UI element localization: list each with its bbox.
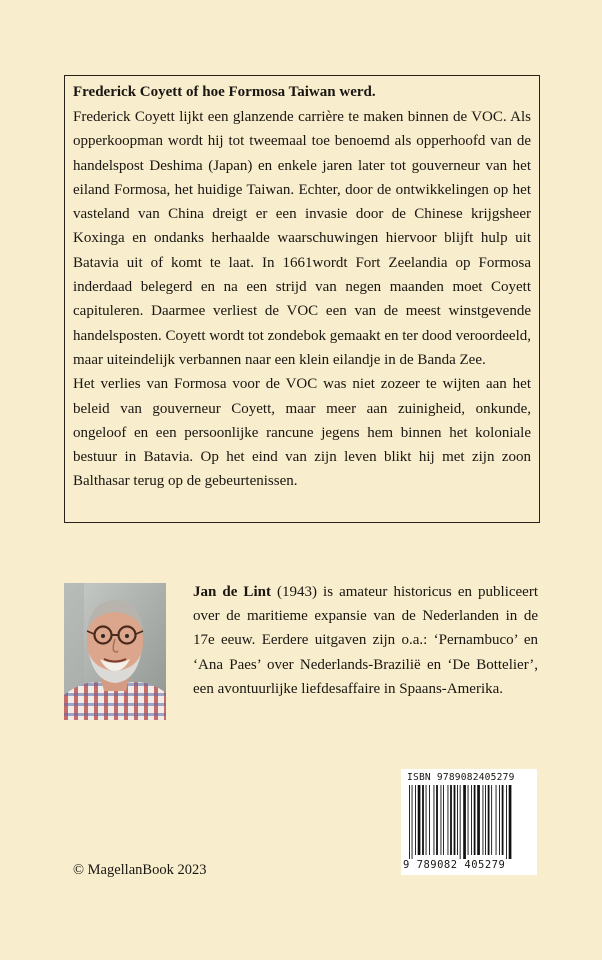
barcode-bar (485, 785, 486, 855)
barcode-bar (426, 785, 427, 855)
back-cover-blurb (64, 75, 540, 523)
isbn-label: ISBN 9789082405279 (407, 772, 515, 783)
barcode-bar (434, 785, 435, 855)
barcode-bar (496, 785, 497, 855)
barcode-bar (491, 785, 492, 855)
barcode-bars (409, 785, 529, 859)
barcode-bar (443, 785, 444, 855)
barcode-bar (474, 785, 476, 855)
blurb-paragraph-1: Frederick Coyett lijkt een glanzende carrière te maken binnen de VOC. Als opperkoopman wordt hij tot tweemaal toe benoemd als opperhoofd van de handelspost Deshima (Japan) en enkele jaren later tot gouverneur van het eiland Formosa, het huidige Taiwan. Echter, door de ontwikkelingen op het vasteland van China dreigt er een invasie door de Chinese krijgsheer Koxinga en ondanks herhaalde waarschuwingen hiervoor blijft hulp uit Batavia uit of komt te laat. In 1661wordt Fort Zeelandia op Formosa inderdaad belegerd en na een strijd van negen maanden moet Coyett capituleren. Daarmee verliest de VOC een van de meest winstgevende handelsposten. Coyett wordt tot zondebok gemaakt en ter dood veroordeeld, maar uiteindelijk verbannen naar een klein eilandje in de Banda Zee. (73, 109, 531, 368)
author-photo (64, 583, 166, 720)
barcode-bar (477, 785, 480, 855)
barcode-bar (436, 785, 438, 855)
barcode-bar (415, 785, 416, 855)
copyright-notice: © MagellanBook 2023 (73, 862, 207, 878)
blurb-title: Frederick Coyett of hoe Formosa Taiwan werd. (73, 84, 376, 100)
barcode-bar (463, 785, 466, 859)
barcode-bar (409, 785, 410, 859)
barcode-bar (457, 785, 458, 855)
author-name: Jan de Lint (193, 584, 271, 600)
barcode-bar (450, 785, 452, 855)
barcode-bar (509, 785, 512, 859)
barcode-bar (471, 785, 472, 855)
barcode-bar (454, 785, 456, 855)
barcode-bar (488, 785, 490, 855)
barcode-bar (418, 785, 421, 855)
ean-digits: 9 789082 405279 (403, 859, 506, 871)
barcode-bar (422, 785, 424, 855)
barcode-bar (468, 785, 469, 855)
barcode-bar (441, 785, 442, 855)
isbn-barcode (401, 769, 537, 875)
blurb-paragraph-2: Het verlies van Formosa voor de VOC was niet zozeer te wijten aan het beleid van gouverneur Coyett, maar meer aan zuinigheid, onkunde, ongeloof en een persoonlijke rancune jegens hem binnen het koloniale bestuur in Batavia. Op het eind van zijn leven blikt hij met zijn zoon Balthasar terug op de gebeurtenissen. (73, 376, 531, 490)
barcode-bar (483, 785, 484, 855)
author-bio (193, 580, 538, 701)
barcode-bar (506, 785, 507, 859)
barcode-bar (429, 785, 430, 855)
barcode-bar (448, 785, 449, 855)
barcode-bar (412, 785, 413, 859)
barcode-bar (502, 785, 504, 855)
barcode-bar (460, 785, 461, 859)
author-bio-text: (1943) is amateur historicus en publiceert over de maritieme expansie van de Nederlanden in de 17e eeuw. Eerdere uitgaven zijn o.a.: ‘Pernambuco’ en ‘Ana Paes’ over Nederlands-Brazilië en ‘De Bottelier’, een avontuurlijke liefdesaffaire in Spaans-Amerika. (193, 584, 538, 697)
barcode-bar (499, 785, 500, 855)
